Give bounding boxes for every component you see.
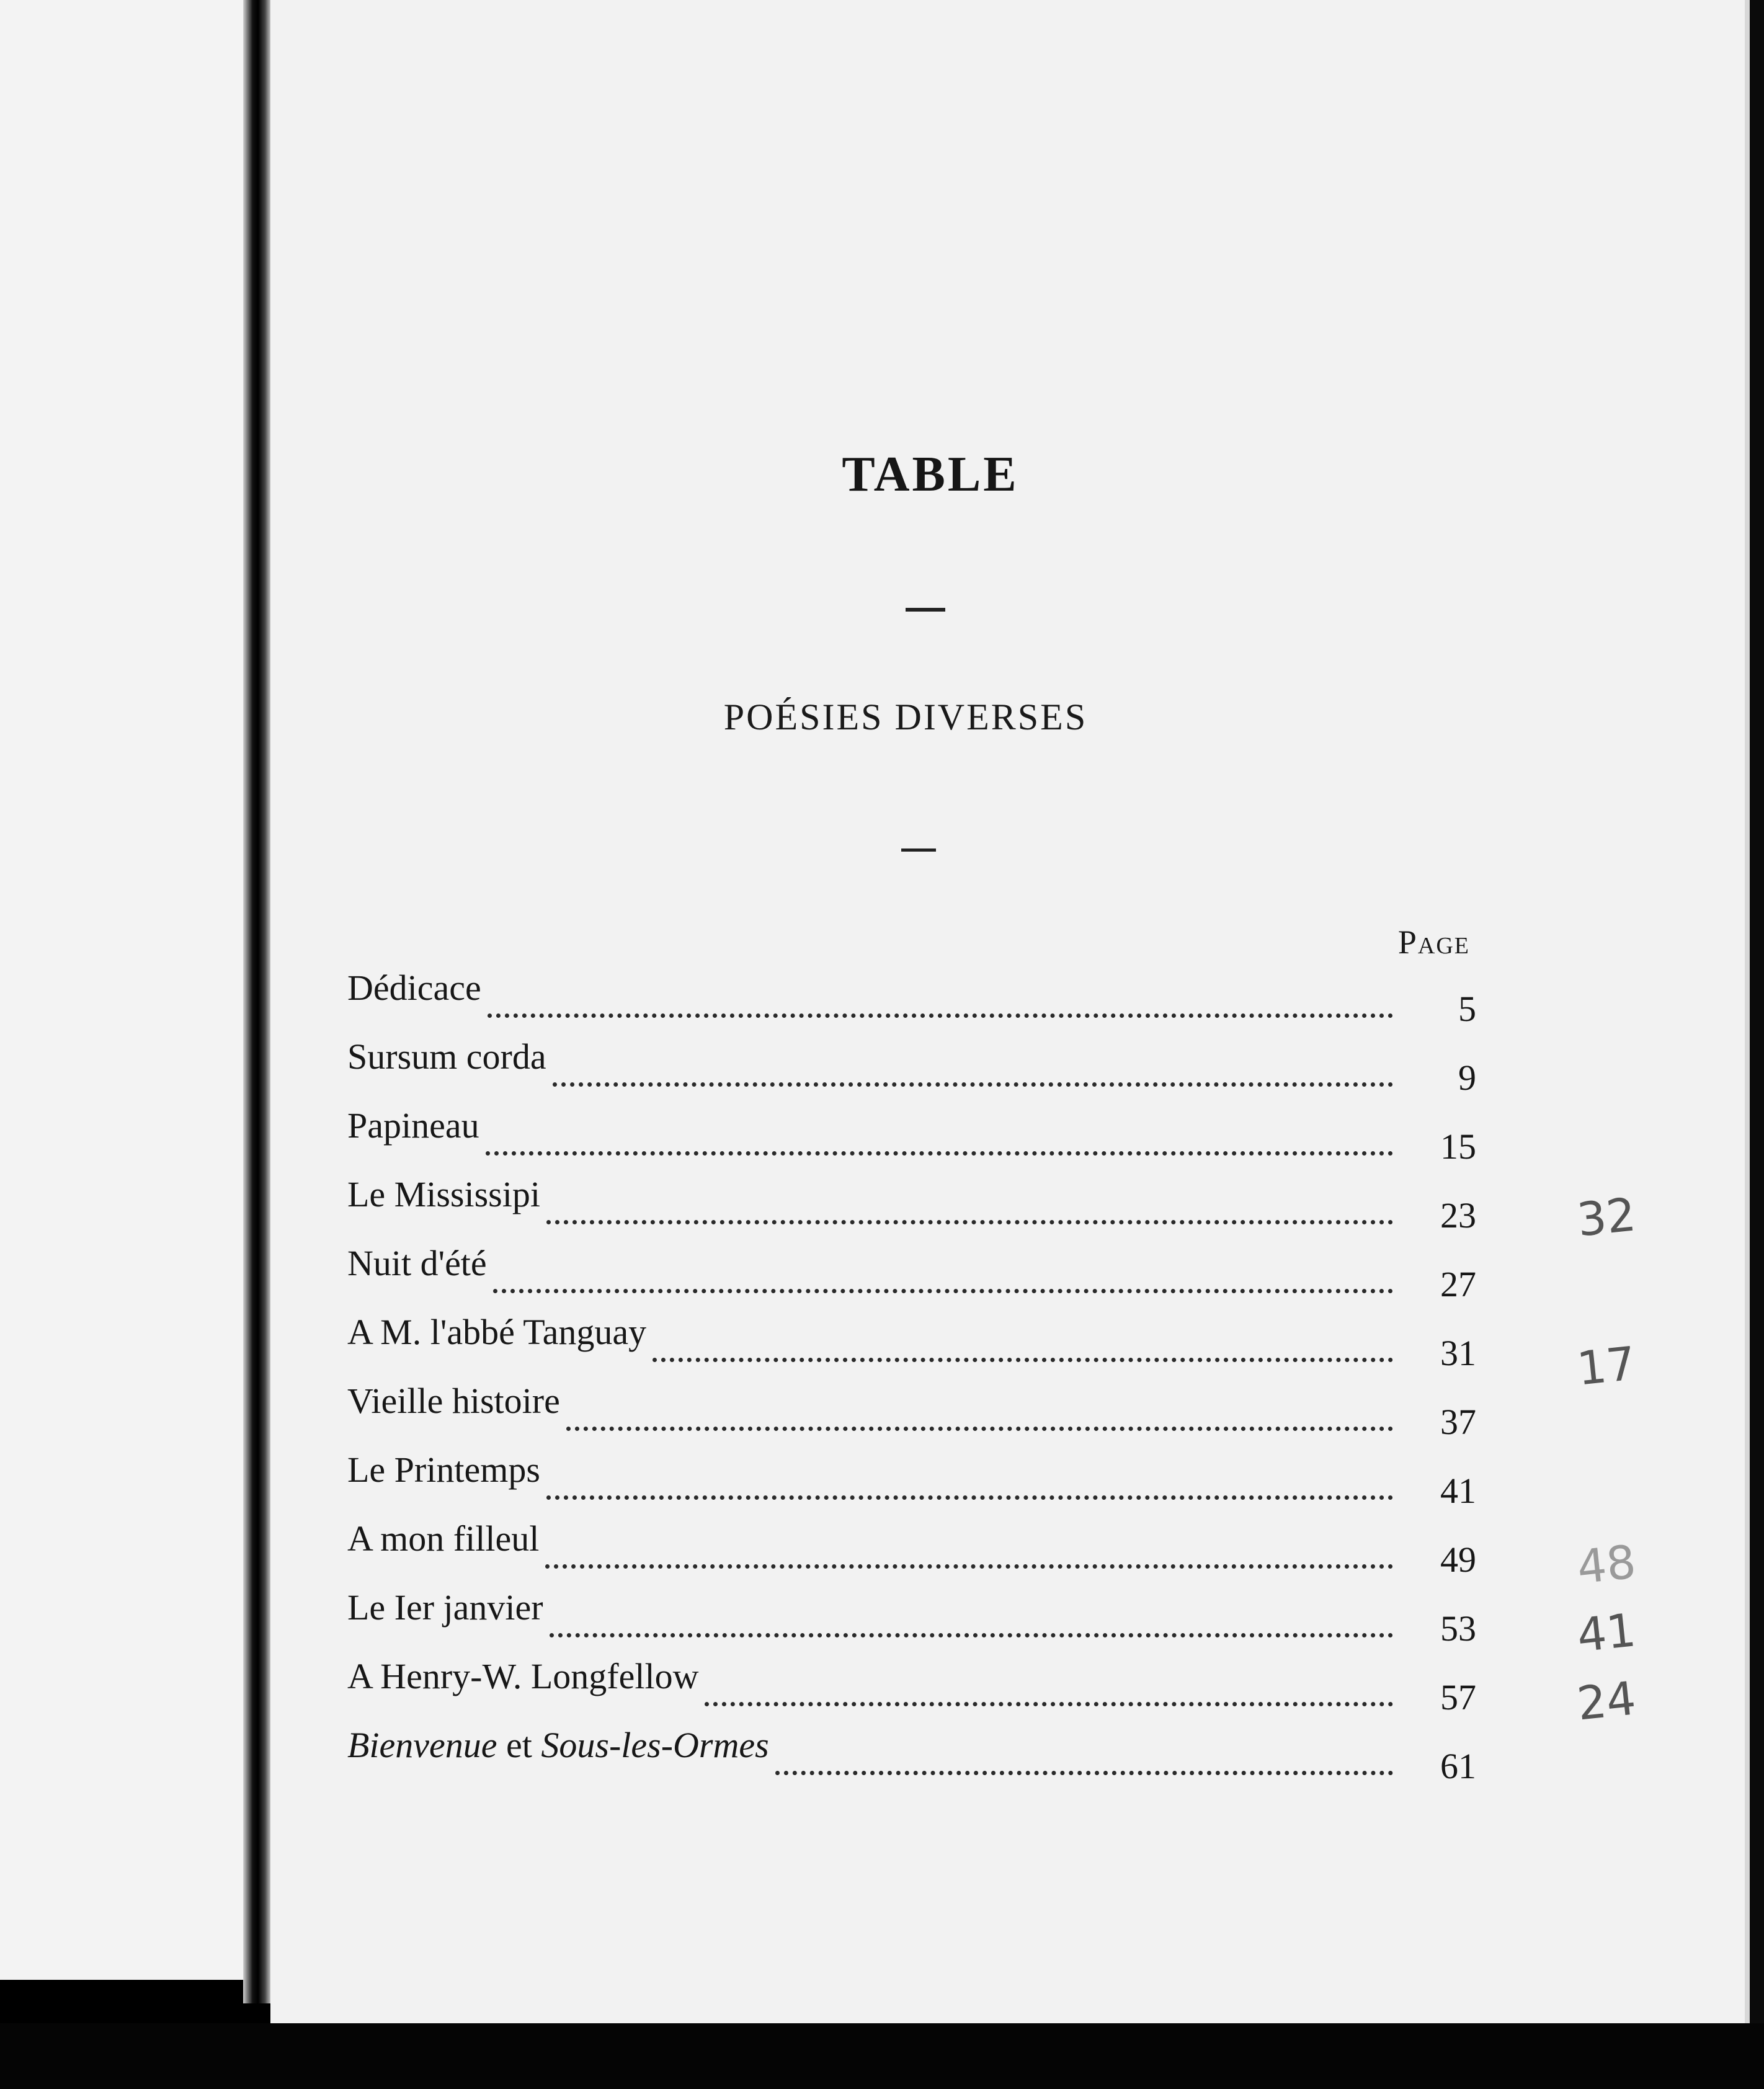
toc-entry-page: 27 xyxy=(1440,1264,1476,1304)
toc-entry-title-joiner: et xyxy=(497,1725,541,1765)
toc-entry-page: 31 xyxy=(1440,1333,1476,1373)
toc-entry-page: 53 xyxy=(1440,1608,1476,1649)
toc-leader-dots xyxy=(545,1521,1393,1569)
toc-entry xyxy=(347,1650,1476,1719)
toc-entry-title: Dédicace xyxy=(347,968,481,1008)
section-heading: POÉSIES DIVERSES xyxy=(723,697,1088,737)
toc-entry-title: A Henry-W. Longfellow xyxy=(347,1656,699,1696)
margin-note: 32 xyxy=(1574,1188,1639,1247)
toc-entry xyxy=(347,1030,1476,1099)
toc-leader-dots xyxy=(546,1177,1393,1224)
toc-leader-dots xyxy=(488,970,1393,1018)
toc-entry xyxy=(347,1168,1476,1237)
toc-entry-page: 37 xyxy=(1440,1402,1476,1442)
left-page xyxy=(0,0,243,1980)
toc-entry xyxy=(347,1374,1476,1443)
margin-note: 24 xyxy=(1574,1672,1639,1731)
toc-entry xyxy=(347,1237,1476,1306)
toc-entry xyxy=(347,1099,1476,1168)
title-divider xyxy=(906,608,945,612)
margin-note: 48 xyxy=(1574,1535,1639,1595)
toc-entry-title: Sursum corda xyxy=(347,1036,546,1077)
toc-leader-dots xyxy=(553,1039,1393,1087)
page-column-header: Page xyxy=(1397,924,1470,961)
book-spine xyxy=(243,0,270,2003)
toc-leader-dots xyxy=(775,1727,1393,1775)
toc-entry xyxy=(347,961,1476,1030)
toc-leader-dots xyxy=(566,1383,1393,1431)
toc-entry-page: 9 xyxy=(1458,1058,1476,1098)
toc-entry-title xyxy=(347,1719,769,1767)
toc-leader-dots xyxy=(493,1245,1393,1293)
toc-entry-page: 61 xyxy=(1440,1746,1476,1786)
table-of-contents xyxy=(347,961,1476,1788)
toc-entry xyxy=(347,1512,1476,1581)
section-divider xyxy=(901,849,936,852)
toc-entry-title: Nuit d'été xyxy=(347,1243,487,1283)
toc-entry xyxy=(347,1443,1476,1512)
page-title: TABLE xyxy=(842,447,1019,502)
toc-entry-title: Vieille histoire xyxy=(347,1381,560,1421)
toc-entry xyxy=(347,1581,1476,1650)
toc-leader-dots xyxy=(486,1108,1393,1156)
toc-leader-dots xyxy=(653,1314,1393,1362)
toc-entry-title: Le Ier janvier xyxy=(347,1587,543,1628)
margin-note: 41 xyxy=(1574,1603,1639,1663)
toc-entry xyxy=(347,1719,1476,1788)
toc-entry-page: 15 xyxy=(1440,1126,1476,1167)
toc-entry-title-italic: Sous-les-Ormes xyxy=(541,1725,769,1765)
toc-entry-title: Papineau xyxy=(347,1105,479,1146)
toc-entry-page: 41 xyxy=(1440,1471,1476,1511)
toc-entry-page: 49 xyxy=(1440,1539,1476,1580)
toc-entry-title-italic: Bienvenue xyxy=(347,1725,497,1765)
toc-entry-title: Le Mississipi xyxy=(347,1174,540,1214)
toc-entry-title: A M. l'abbé Tanguay xyxy=(347,1312,647,1352)
toc-entry-page: 5 xyxy=(1458,989,1476,1029)
toc-leader-dots xyxy=(705,1659,1393,1706)
toc-entry xyxy=(347,1306,1476,1374)
toc-entry-page: 23 xyxy=(1440,1195,1476,1236)
toc-entry-title: A mon filleul xyxy=(347,1518,540,1559)
toc-entry-page: 57 xyxy=(1440,1677,1476,1717)
scan-bottom-border xyxy=(0,2023,1764,2089)
margin-note: 17 xyxy=(1574,1337,1639,1396)
page-edge-shadow xyxy=(1750,0,1764,2089)
toc-leader-dots xyxy=(550,1590,1393,1637)
toc-entry-title: Le Printemps xyxy=(347,1450,540,1490)
toc-leader-dots xyxy=(546,1452,1393,1500)
